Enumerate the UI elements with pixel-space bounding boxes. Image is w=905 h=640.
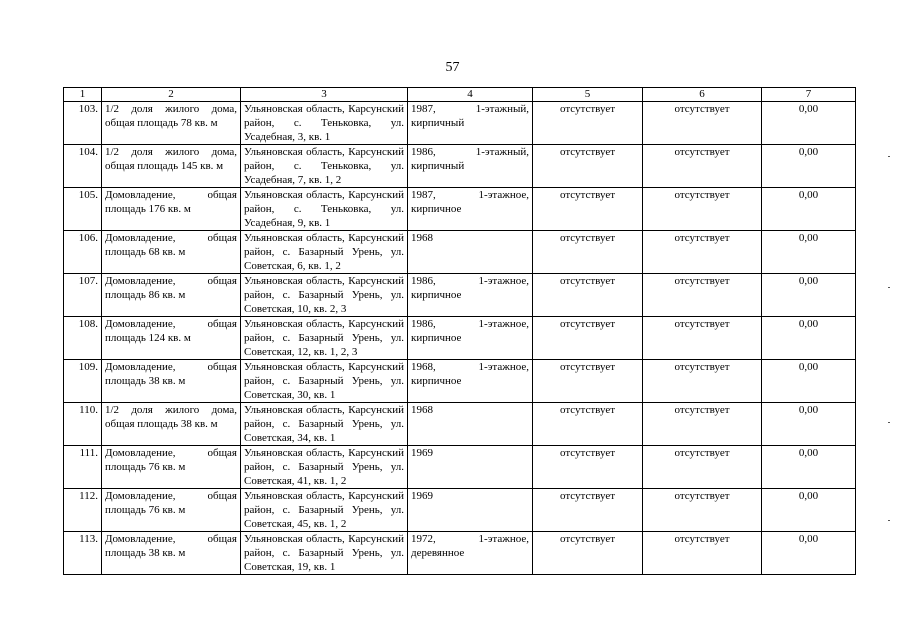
object-name: Домовладение, общая площадь 38 кв. м [102,360,241,403]
object-name: Домовладение, общая площадь 124 кв. м [102,317,241,360]
object-name: Домовладение, общая площадь 176 кв. м [102,188,241,231]
column-7-value: 0,00 [762,489,856,532]
column-header-4: 4 [408,88,533,102]
column-5-value: отсутствует [533,360,643,403]
object-description: 1986, 1-этажное, кирпичное [408,317,533,360]
table-row [64,403,856,446]
row-number: 113. [64,532,102,575]
column-5-value: отсутствует [533,188,643,231]
object-description: 1969 [408,446,533,489]
object-description: 1986, 1-этажный, кирпичный [408,145,533,188]
row-number: 106. [64,231,102,274]
column-5-value: отсутствует [533,274,643,317]
object-name: Домовладение, общая площадь 76 кв. м [102,446,241,489]
object-description: 1972, 1-этажное, деревянное [408,532,533,575]
column-6-value: отсутствует [643,532,762,575]
column-5-value: отсутствует [533,145,643,188]
object-name: 1/2 доля жилого дома, общая площадь 145 кв. м [102,145,241,188]
column-7-value: 0,00 [762,317,856,360]
margin-mark [888,520,890,521]
column-5-value: отсутствует [533,403,643,446]
page-number: 57 [445,60,460,75]
object-description: 1987, 1-этажный, кирпичный [408,102,533,145]
object-address: Ульяновская область, Карсунский район, с. Базарный Урень, ул. Советская, 10, кв. 2, 3 [241,274,408,317]
column-7-value: 0,00 [762,188,856,231]
object-description: 1986, 1-этажное, кирпичное [408,274,533,317]
table-row [64,489,856,532]
column-6-value: отсутствует [643,188,762,231]
column-6-value: отсутствует [643,231,762,274]
object-address: Ульяновская область, Карсунский район, с. Теньковка, ул. Усадебная, 7, кв. 1, 2 [241,145,408,188]
row-number: 111. [64,446,102,489]
table-row [64,532,856,575]
column-7-value: 0,00 [762,403,856,446]
object-address: Ульяновская область, Карсунский район, с. Базарный Урень, ул. Советская, 19, кв. 1 [241,532,408,575]
registry-body [64,102,856,575]
row-number: 108. [64,317,102,360]
column-7-value: 0,00 [762,360,856,403]
column-7-value: 0,00 [762,532,856,575]
table-row [64,446,856,489]
column-header-6: 6 [643,88,762,102]
object-address: Ульяновская область, Карсунский район, с. Базарный Урень, ул. Советская, 45, кв. 1, 2 [241,489,408,532]
column-6-value: отсутствует [643,102,762,145]
object-name: Домовладение, общая площадь 68 кв. м [102,231,241,274]
property-registry-table [63,87,856,575]
object-name: Домовладение, общая площадь 76 кв. м [102,489,241,532]
row-number: 105. [64,188,102,231]
object-address: Ульяновская область, Карсунский район, с. Теньковка, ул. Усадебная, 9, кв. 1 [241,188,408,231]
table-row [64,360,856,403]
object-address: Ульяновская область, Карсунский район, с. Теньковка, ул. Усадебная, 3, кв. 1 [241,102,408,145]
column-6-value: отсутствует [643,145,762,188]
object-description: 1969 [408,489,533,532]
object-address: Ульяновская область, Карсунский район, с. Базарный Урень, ул. Советская, 6, кв. 1, 2 [241,231,408,274]
column-7-value: 0,00 [762,274,856,317]
column-6-value: отсутствует [643,317,762,360]
column-header-2: 2 [102,88,241,102]
object-address: Ульяновская область, Карсунский район, с. Базарный Урень, ул. Советская, 41, кв. 1, 2 [241,446,408,489]
object-name: 1/2 доля жилого дома, общая площадь 78 кв. м [102,102,241,145]
column-5-value: отсутствует [533,532,643,575]
row-number: 107. [64,274,102,317]
object-name: 1/2 доля жилого дома, общая площадь 38 кв. м [102,403,241,446]
table-row [64,317,856,360]
margin-mark [888,422,890,423]
column-5-value: отсутствует [533,231,643,274]
object-description: 1968, 1-этажное, кирпичное [408,360,533,403]
object-address: Ульяновская область, Карсунский район, с. Базарный Урень, ул. Советская, 34, кв. 1 [241,403,408,446]
column-6-value: отсутствует [643,489,762,532]
table-row [64,231,856,274]
column-5-value: отсутствует [533,446,643,489]
column-5-value: отсутствует [533,489,643,532]
object-description: 1968 [408,231,533,274]
table-row [64,188,856,231]
column-number-row [64,88,856,102]
object-description: 1968 [408,403,533,446]
row-number: 110. [64,403,102,446]
margin-mark [888,287,890,288]
column-header-5: 5 [533,88,643,102]
object-address: Ульяновская область, Карсунский район, с. Базарный Урень, ул. Советская, 12, кв. 1, 2, 3 [241,317,408,360]
column-7-value: 0,00 [762,446,856,489]
column-header-1: 1 [64,88,102,102]
column-5-value: отсутствует [533,317,643,360]
margin-mark [888,156,890,157]
column-6-value: отсутствует [643,403,762,446]
column-header-7: 7 [762,88,856,102]
object-description: 1987, 1-этажное, кирпичное [408,188,533,231]
column-6-value: отсутствует [643,446,762,489]
object-address: Ульяновская область, Карсунский район, с. Базарный Урень, ул. Советская, 30, кв. 1 [241,360,408,403]
column-7-value: 0,00 [762,145,856,188]
object-name: Домовладение, общая площадь 38 кв. м [102,532,241,575]
row-number: 103. [64,102,102,145]
table-row [64,102,856,145]
column-7-value: 0,00 [762,231,856,274]
table-row [64,145,856,188]
row-number: 109. [64,360,102,403]
column-header-3: 3 [241,88,408,102]
column-7-value: 0,00 [762,102,856,145]
column-6-value: отсутствует [643,360,762,403]
row-number: 112. [64,489,102,532]
column-6-value: отсутствует [643,274,762,317]
row-number: 104. [64,145,102,188]
table-row [64,274,856,317]
object-name: Домовладение, общая площадь 86 кв. м [102,274,241,317]
column-5-value: отсутствует [533,102,643,145]
